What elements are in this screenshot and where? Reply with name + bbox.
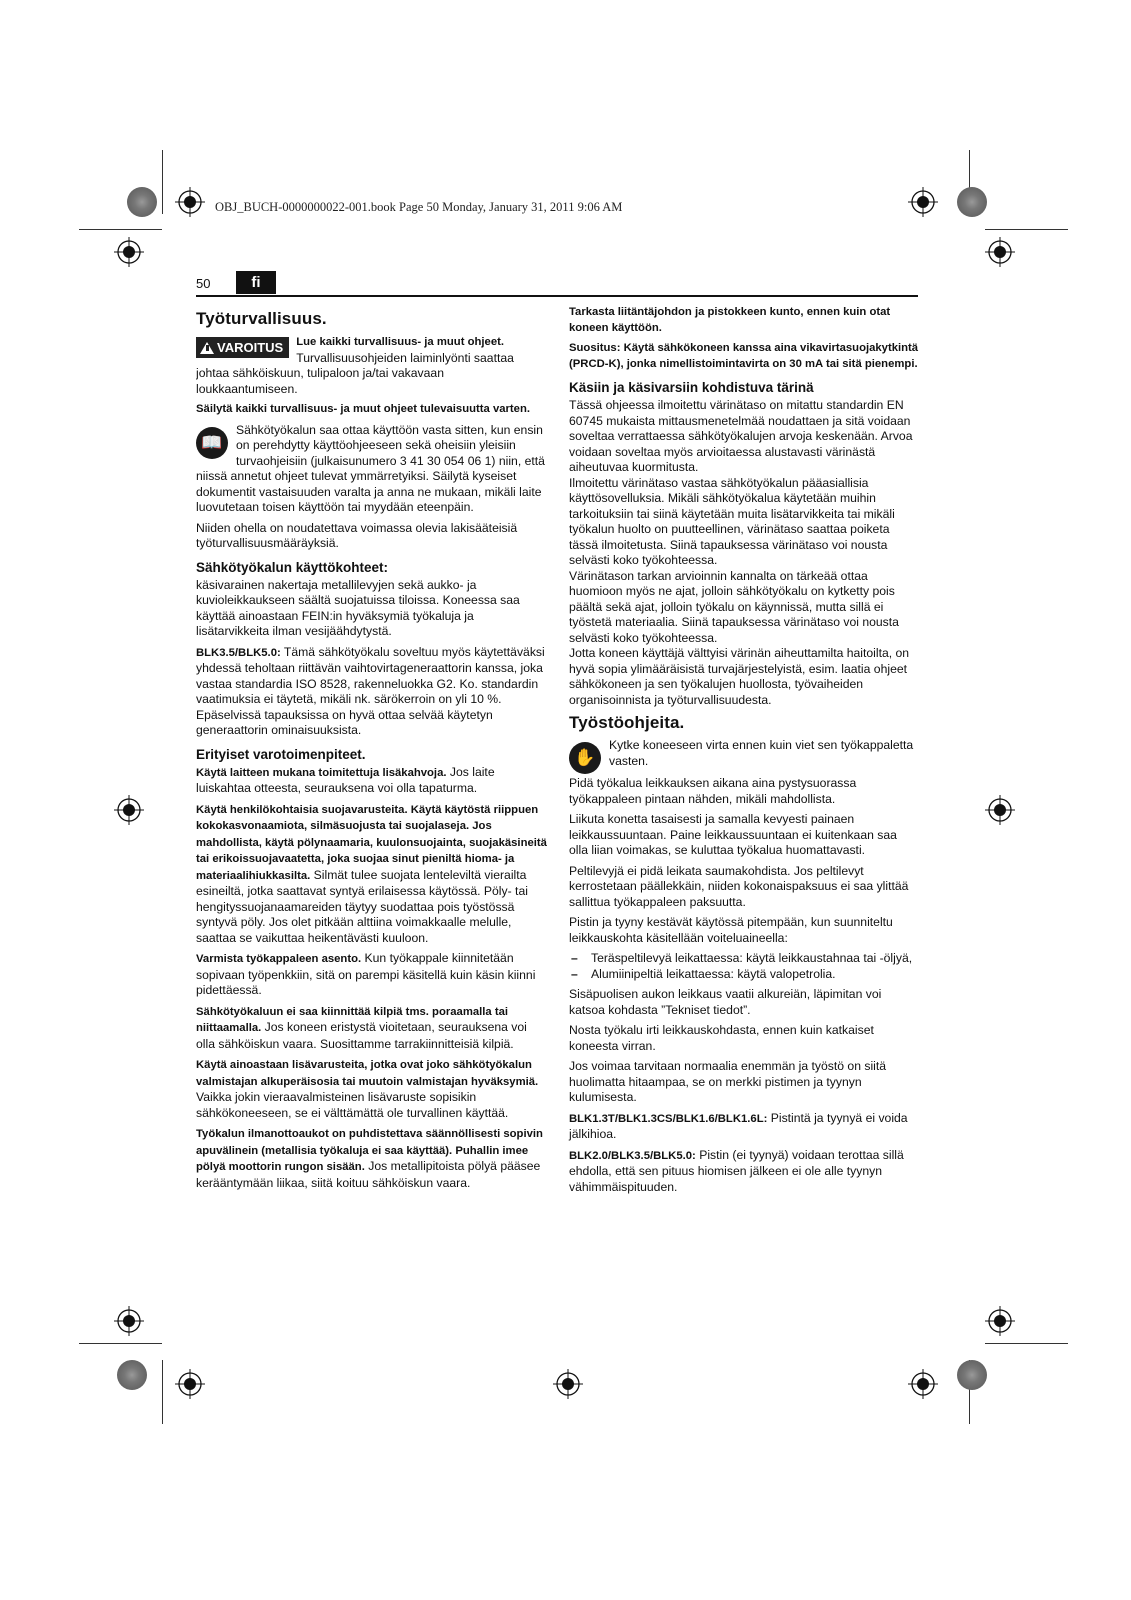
registration-mark-icon — [985, 237, 1015, 267]
header-rule — [196, 295, 918, 297]
page-number: 50 — [196, 276, 211, 291]
inner-cut-text: Sisäpuolisen aukon leikkaus vaatii alkureiän, läpimitan voi katsoa kohdasta ”Tekniset tiedot”. — [569, 987, 882, 1017]
right-column — [569, 305, 919, 1200]
left-column — [196, 305, 548, 1196]
list-item: – Teräspeltilevyä leikattaessa: käytä leikkaustahnaa tai -öljyä, — [569, 951, 919, 967]
registration-mark-icon — [908, 187, 938, 217]
registration-mark-icon — [957, 1360, 987, 1390]
handle-bold: Käytä laitteen mukana toimitettuja lisäkahvoja. — [196, 766, 447, 779]
generator-label: BLK3.5/BLK5.0: — [196, 646, 281, 659]
accessories-text — [196, 1057, 548, 1121]
registration-mark-icon — [114, 1306, 144, 1336]
rcd-recommendation: Suositus: Käytä sähkökoneen kanssa aina vikavirtasuojakytkintä (PRCD-K), jonka nimellistoimintavirta on 30 mA tai sitä pienempi. — [569, 342, 919, 370]
registration-mark-icon — [117, 1360, 147, 1390]
workpiece-rest: Kun työkappale kiinnitetään sopivaan työpenkkiin, sitä on parempi käsitellä kuin käsin kiinni pidettäessä. — [196, 951, 536, 997]
vents-rest: Jos metallipitoista pölyä pääsee kerääntymään liikaa, siitä koituu sähköiskun vaara. — [196, 1159, 541, 1190]
force-text: Jos voimaa tarvitaan normaalia enemmän ja työstö on siitä huolimatta hitaampaa, se on merkki pistimen ja tyynyn kulumisesta. — [569, 1059, 887, 1104]
lift-text: Nosta työkalu irti leikkauskohdasta, ennen kuin katkaiset koneesta virran. — [569, 1023, 874, 1053]
special-heading: Erityiset varotoimenpiteet. — [196, 746, 366, 762]
workpiece-text — [196, 951, 548, 999]
punch-life-text: Pistin ja tyyny kestävät käytössä pitempään, kun suunniteltu leikkauskohta käsitellään voiteluaineella: — [569, 915, 893, 945]
handle-text — [196, 765, 548, 797]
flip-label: BLK1.3T/BLK1.3CS/BLK1.6/BLK1.6L: — [569, 1112, 768, 1125]
manual-text: Sähkötyökalun saa ottaa käyttöön vasta sitten, kun ensin on perehdytty käyttöohjeeseen sekä oheisiin yleisiin turvaohjeisiin (julkaisunumero 3 41 30 054 06 1) niin, että niissä annetut ohjeet tulevat ymmärretyiksi. Säilytä kyseiset dokumentit vastaisuuden varalta ja anna ne mukaan, mikäli laite luovutetaan toisen käyttöön tai myydään eteenpäin. — [196, 422, 545, 514]
registration-mark-icon — [553, 1369, 583, 1399]
registration-mark-icon — [985, 795, 1015, 825]
registration-mark-icon — [908, 1369, 938, 1399]
safety-heading: Työturvallisuus. — [196, 309, 327, 328]
vents-bold: Työkalun ilmanottoaukot on puhdistettava säännöllisesti sopivin apuvälinein (metallisia työkaluja ei saa käyttää). Puhallin imee pölyä moottorin rungon sisään. — [196, 1128, 543, 1173]
fasten-rest: Jos koneen eristystä vioitetaan, seurauksena voi olla sähköiskun vaara. Suosittamme tarrakiinnitteisiä kilpiä. — [196, 1020, 527, 1051]
registration-mark-icon — [114, 795, 144, 825]
regulations-text: Niiden ohella on noudatettava voimassa olevia lakisääteisiä työturvallisuusmääräyksiä. — [196, 520, 518, 550]
vibration-paragraph: Tässä ohjeessa ilmoitettu värinätaso on mitattu standardin EN 60745 mukaista mittausmenetelmää noudattaen ja sitä voidaan soveltaa verrattaessa sähkötyökalujen arvoja keskenään. Arvoa voidaan soveltaa myös arvioitaessa alustavasti värinästä aiheutuvaa kuormitusta. — [569, 398, 913, 474]
warning-triangle-icon — [200, 342, 214, 354]
ppe-text — [196, 802, 548, 947]
flip-text — [569, 1111, 919, 1143]
crop-mark — [985, 1343, 1068, 1344]
book-header: OBJ_BUCH-0000000022-001.book Page 50 Monday, January 31, 2011 9:06 AM — [215, 200, 623, 214]
unplug-block — [569, 738, 919, 776]
crop-mark — [162, 150, 163, 214]
sharpen-text — [569, 1148, 919, 1196]
generator-rest: Tämä sähkötyökalu soveltuu myös käytettäväksi yhdessä teholtaan riittävän vaihtovirtageneraattorin kanssa, joka vastaa standardia ISO 8528, rakenneluokka G2. Ko. standardin vaatimuksia ei täytetä, mikäli nk. särökerroin on yli 10 %. Epäselvissä tapauksissa on hyvä ottaa selvää käytetyn generaattorin ominaisuuksista. — [196, 644, 545, 737]
registration-mark-icon — [957, 187, 987, 217]
unplug-icon: ✋ — [569, 742, 601, 774]
ppe-rest: Silmät tulee suojata lenteleviltä vierailta esineiltä, jotka saattavat syntyä erilaisessa käytössä. Pöly- tai hengityssuojanaamareiden täytyy suodattaa pois työstössä syntyvä pöly. Jos olet pitkään alttiina voimakkaalle melulle, saattaa se vaikuttaa heikentävästi kuuloon. — [196, 867, 528, 945]
vibration-paragraph: Värinätason tarkan arvioinnin kannalta on tärkeää ottaa huomioon myös ne ajat, jolloin sähkötyökalu on kytketty pois päältä sekä ajat, jolloin työkalu on käynnissä, mutta sillä ei työstetä materiaalia. Siinä tapauksessa värinätaso voi nousta selvästi koko työkohteessa. — [569, 568, 899, 645]
list-item: – Alumiinipeltiä leikattaessa: käytä valopetrolia. — [569, 967, 919, 983]
fasten-text — [196, 1004, 548, 1053]
language-tab: fi — [236, 271, 276, 294]
workpiece-bold: Varmista työkappaleen asento. — [196, 953, 362, 965]
generator-text — [196, 645, 548, 739]
accessories-bold: Käytä ainoastaan lisävarusteita, jotka ovat joko sähkötyökalun valmistajan alkuperäisosia tai muutoin valmistajan hyväksymiä. — [196, 1059, 539, 1088]
sharpen-rest: Pistin (ei tyynyä) voidaan terottaa sillä ehdolla, että sen pituus hiomisen jälkeen ei ole alle tyynyn vähimmäispituuden. — [569, 1147, 904, 1194]
vibration-paragraph: Jotta koneen käyttäjä välttyisi värinän aiheuttamilta haitoilta, on hyvä sopia ylimääräisistä turvajärjestelyistä, esim. laatia ohjeet sähkökoneen ja sen työkalujen huollosta, työvaiheiden organisoinnista ja työturvallisuudesta. — [569, 646, 910, 707]
seams-text: Peltilevyjä ei pidä leikata saumakohdista. Jos peltilevyt kerrostetaan päällekkäin, niiden kokonaispaksuus ei saa ylittää sallittua työkappaleen paksuutta. — [569, 863, 909, 909]
handle-rest: Jos laite luiskahtaa otteesta, seurauksena voi olla tapaturma. — [196, 764, 495, 795]
registration-mark-icon — [114, 237, 144, 267]
vents-text — [196, 1126, 548, 1191]
warning-block — [196, 334, 548, 402]
vibration-heading: Käsiin ja käsivarsiin kohdistuva tärinä — [569, 380, 814, 395]
crop-mark — [985, 229, 1068, 230]
registration-mark-icon — [127, 187, 157, 217]
sharpen-label: BLK2.0/BLK3.5/BLK5.0: — [569, 1149, 696, 1162]
hold-text: Pidä työkalua leikkauksen aikana aina pystysuorassa työkappaleen pintaan nähden, mikäli mahdollista. — [569, 776, 857, 806]
work-heading: Työstöohjeita. — [569, 713, 685, 732]
warning-rest: Turvallisuusohjeiden laiminlyönti saattaa johtaa sähköiskuun, tulipaloon ja/tai vakavaan loukkaantumiseen. — [196, 350, 514, 396]
cable-check: Tarkasta liitäntäjohdon ja pistokkeen kunto, ennen kuin otat koneen käyttöön. — [569, 306, 891, 334]
ppe-bold: Käytä henkilökohtaisia suojavarusteita. Käytä käytöstä riippuen kokokasvonaamiota, silmäsuojusta tai suojalaseja. Jos mahdollista, käytä pölynaamaria, kuulonsuojainta, suojakäsineitä tai erikoissuojavaatetta, joka suojaa sinut pieniltä hioma- ja materiaalihiukkasilta. — [196, 803, 547, 882]
warning-bold: Lue kaikki turvallisuus- ja muut ohjeet. — [296, 336, 505, 348]
crop-mark — [162, 1360, 163, 1424]
unplug-text: Kytke koneeseen virta ennen kuin viet sen työkappaletta vasten. — [609, 738, 914, 768]
use-text: käsivarainen nakertaja metallilevyjen sekä aukko- ja kuvioleikkaukseen säältä suojatuissa tiloissa. Koneessa saa käyttää ainoastaan FEIN:in hyväksymiä työkaluja ja lisätarvikkeita ilman vesijäähdytystä. — [196, 577, 520, 638]
crop-mark — [79, 1343, 162, 1344]
use-heading: Sähkötyökalun käyttökohteet: — [196, 559, 389, 575]
warning-badge-label: VAROITUS — [217, 340, 284, 355]
registration-mark-icon — [175, 1369, 205, 1399]
vibration-paragraph: Ilmoitettu värinätaso vastaa sähkötyökalun pääasiallisia käyttösovelluksia. Mikäli sähkötyökalua käytetään muihin tarkoituksiin tai siinä käytetään muita lisätarvikkeita tai mikäli työkalun huolto on puutteellinen, värinätaso saattaa poiketa tässä ilmoitetusta. Siinä tapauksessa värinätaso voi nousta selvästi koko työkohteessa. — [569, 475, 895, 567]
accessories-rest: Vaikka jokin vieraavalmisteinen lisävaruste sopisikin sähkökoneeseen, se ei välttämättä ole turvallinen käyttää. — [196, 1090, 509, 1120]
warning-badge — [196, 337, 289, 358]
move-text: Liikuta konetta tasaisesti ja samalla kevyesti painaen leikkaussuuntaan. Paine leikkaussuuntaan ei kuitenkaan saa olla liian voimakas, se kuluttaa työkalua huomattavasti. — [569, 812, 897, 857]
registration-mark-icon — [175, 187, 205, 217]
registration-mark-icon — [985, 1306, 1015, 1336]
manual-block — [196, 423, 548, 521]
read-manual-icon: 📖 — [196, 427, 228, 459]
fasten-bold: Sähkötyökaluun ei saa kiinnittää kilpiä tms. poraamalla tai niittaamalla. — [196, 1005, 509, 1034]
lubrication-list — [569, 951, 919, 982]
keep-instructions: Säilytä kaikki turvallisuus- ja muut ohjeet tulevaisuutta varten. — [196, 403, 530, 415]
crop-mark — [79, 229, 162, 230]
flip-rest: Pistintä ja tyynyä ei voida jälkihioa. — [569, 1110, 908, 1141]
